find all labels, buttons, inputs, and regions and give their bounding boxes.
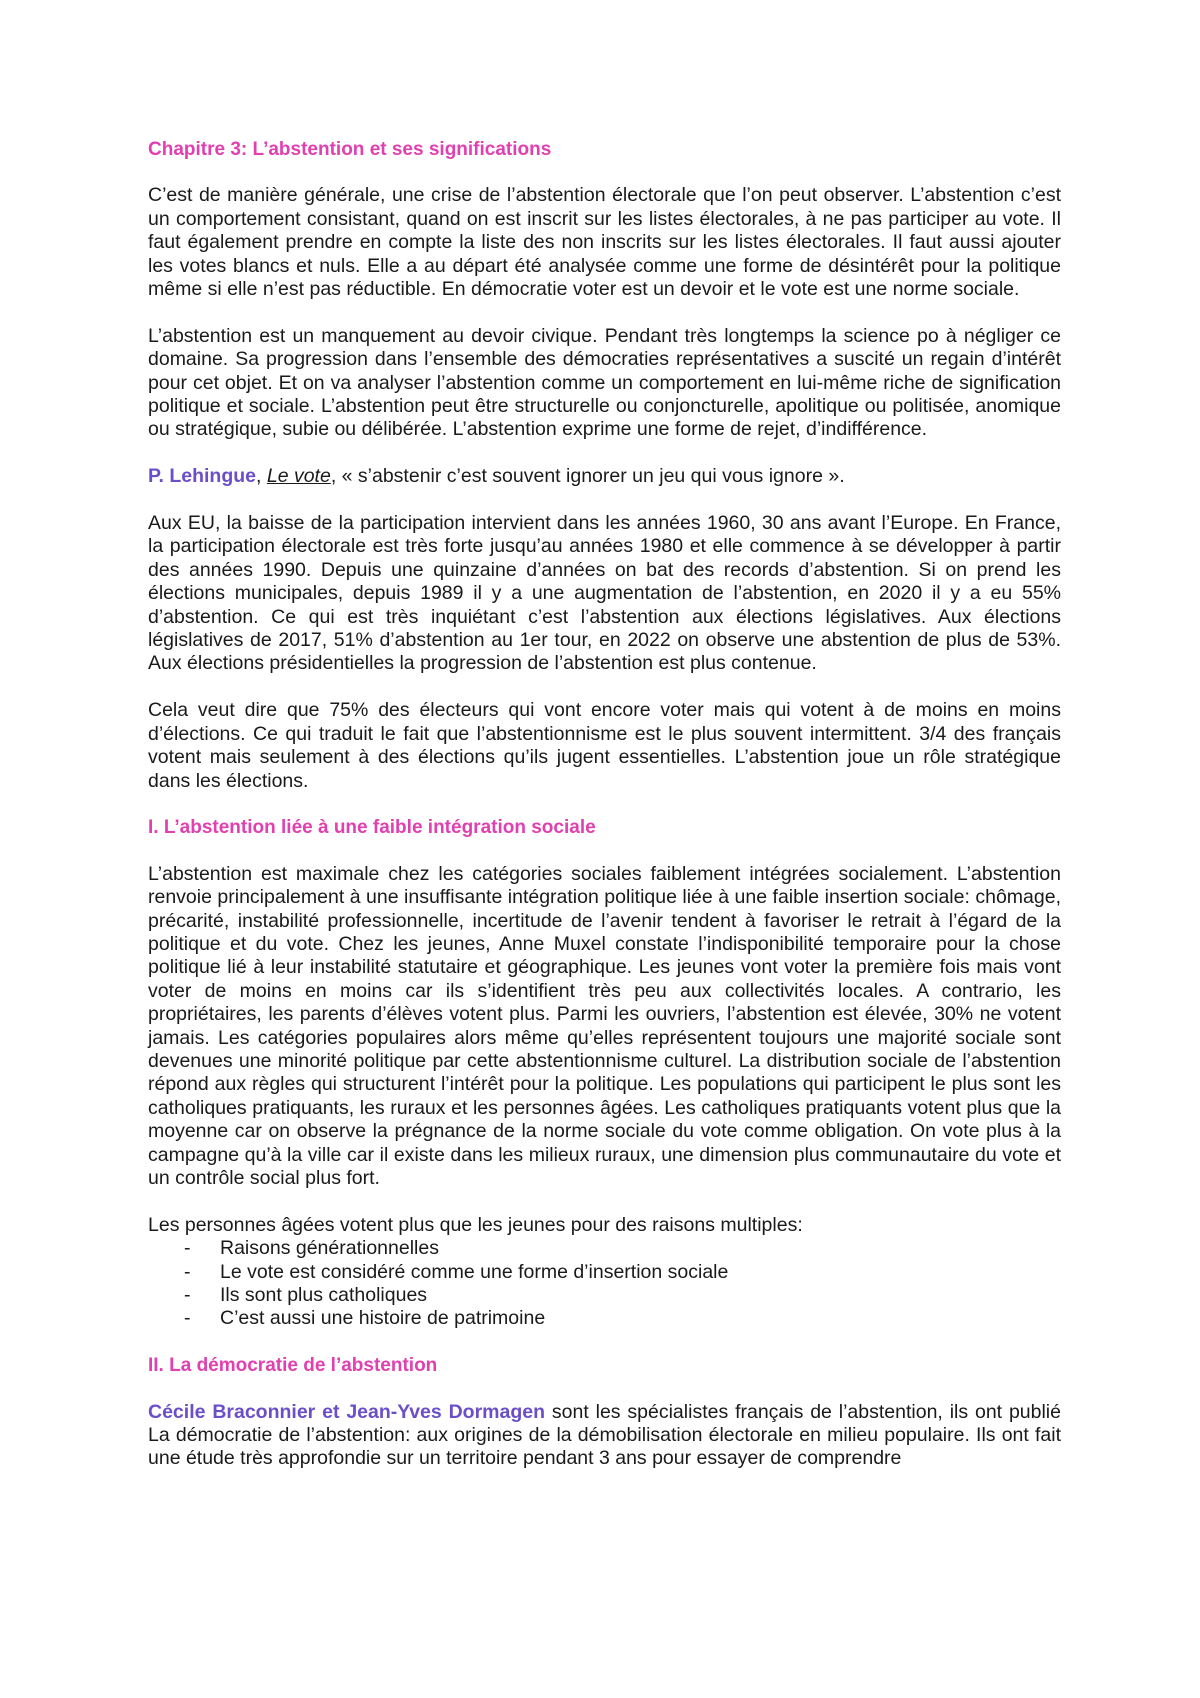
list-item bbox=[148, 1307, 1061, 1330]
list-item bbox=[148, 1284, 1061, 1307]
section-2-text: sont les spécialistes français de l’abstention, ils ont publié La démocratie de l’abstention: aux origines de la démobilisation électorale en milieu populaire. Ils ont fait une étude très approfondie sur un territoire pendant 3 ans pour essayer de comprendre bbox=[148, 1400, 1061, 1470]
chapter-title: Chapitre 3: L’abstention et ses significations bbox=[148, 139, 552, 160]
section-1-title: I. L’abstention liée à une faible intégration sociale bbox=[148, 817, 596, 839]
stats-paragraph-1: Aux EU, la baisse de la participation intervient dans les années 1960, 30 ans avant l’Europe. En France, la participation électorale est très forte jusqu’au années 1980 et elle commence à se développer à partir des années 1990. Depuis une quinzaine d’années on bat des records d’abstention. Si on prend les élections municipales, depuis 1989 il y a une augmentation de l’abstention, en 2020 il y a eu 55% d’abstention. Ce qui est très inquiétant c’est l’abstention aux élections législatives. Aux élections législatives de 2017, 51% d’abstention au 1er tour, en 2022 on observe une abstention de plus de 53%. Aux élections présidentielles la progression de l’abstention est plus contenue. bbox=[148, 512, 1061, 675]
section-2-authors: Cécile Braconnier et Jean-Yves Dormagen bbox=[148, 1400, 546, 1423]
quote-text: , « s’abstenir c’est souvent ignorer un jeu qui vous ignore ». bbox=[330, 465, 845, 488]
list-dash: - bbox=[184, 1260, 191, 1283]
list-item bbox=[148, 1261, 1061, 1284]
intro-paragraph-1: C’est de manière générale, une crise de l’abstention électorale que l’on peut observer. L’abstention c’est un comportement consistant, quand on est inscrit sur les listes électorales, à ne pas participer au vote. Il faut également prendre en compte la liste des non inscrits sur les listes électorales. Il faut aussi ajouter les votes blancs et nuls. Elle a au départ été analysée comme une forme de désintérêt pour la politique même si elle n’est pas réductible. En démocratie voter est un devoir et le vote est une norme sociale. bbox=[148, 184, 1061, 301]
list-dash: - bbox=[184, 1284, 191, 1306]
quote-paragraph bbox=[148, 465, 1061, 488]
stats-paragraph-2: Cela veut dire que 75% des électeurs qui vont encore voter mais qui votent à de moins en moins d’élections. Ce qui traduit le fait que l’abstentionnisme est le plus souvent intermittent. 3/4 des français votent mais seulement à des élections qu’ils jugent essentielles. L’abstention joue un rôle stratégique dans les élections. bbox=[148, 699, 1061, 792]
list-item-text: Le vote est considéré comme une forme d’insertion sociale bbox=[220, 1260, 729, 1283]
list-item bbox=[148, 1237, 1061, 1260]
intro-paragraph-2: L’abstention est un manquement au devoir civique. Pendant très longtemps la science po à négliger ce domaine. Sa progression dans l’ensemble des démocraties représentatives a suscité un regain d’intérêt pour cet objet. Et on va analyser l’abstention comme un comportement en lui-même riche de signification politique et sociale. L’abstention peut être structurelle ou conjoncturelle, apolitique ou politisée, anomique ou stratégique, subie ou délibérée. L’abstention exprime une forme de rejet, d’indifférence. bbox=[148, 324, 1061, 441]
list-dash: - bbox=[184, 1307, 191, 1330]
section-1-paragraph-2: Les personnes âgées votent plus que les jeunes pour des raisons multiples: bbox=[148, 1213, 803, 1236]
quote-book-title: Le vote bbox=[266, 465, 331, 488]
list-item-text: Raisons générationnelles bbox=[220, 1237, 439, 1260]
reasons-list bbox=[148, 1237, 1061, 1331]
quote-separator: , bbox=[256, 465, 267, 488]
section-1-paragraph-1: L’abstention est maximale chez les catégories sociales faiblement intégrées socialement. L’abstention renvoie principalement à une insuffisante intégration politique liée à une faible insertion sociale: chômage, précarité, instabilité professionnelle, incertitude de l’avenir tendent à favoriser le retrait à l’égard de la politique et du vote. Chez les jeunes, Anne Muxel constate l’indisponibilité temporaire pour la chose politique lié à leur instabilité statutaire et géographique. Les jeunes vont voter la première fois mais vont voter de moins en moins car ils s’identifient très peu aux collectivités locales. A contrario, les propriétaires, les parents d’élèves votent plus. Parmi les ouvriers, l’abstention est élevée, 30% ne votent jamais. Les catégories populaires alors même qu’elles représentent toujours une majorité sociale sont devenues une minorité politique par cette abstentionnisme culturel. La distribution sociale de l’abstention répond aux règles qui structurent l’intérêt pour la politique. Les populations qui participent le plus sont les catholiques pratiquants, les ruraux et les personnes âgées. Les catholiques pratiquants votent plus que la moyenne car on observe la prégnance de la norme sociale du vote comme obligation. On vote plus à la campagne qu’à la ville car il existe dans les milieux ruraux, une dimension plus communautaire du vote et un contrôle social plus fort. bbox=[148, 862, 1061, 1189]
quote-author: P. Lehingue bbox=[148, 465, 256, 488]
section-2-title: II. La démocratie de l’abstention bbox=[148, 1355, 438, 1377]
section-2-paragraph-1 bbox=[148, 1401, 1061, 1471]
list-dash: - bbox=[184, 1237, 191, 1260]
document-page bbox=[148, 138, 1061, 1471]
list-item-text: C’est aussi une histoire de patrimoine bbox=[220, 1307, 546, 1330]
list-item-text: Ils sont plus catholiques bbox=[220, 1284, 428, 1306]
